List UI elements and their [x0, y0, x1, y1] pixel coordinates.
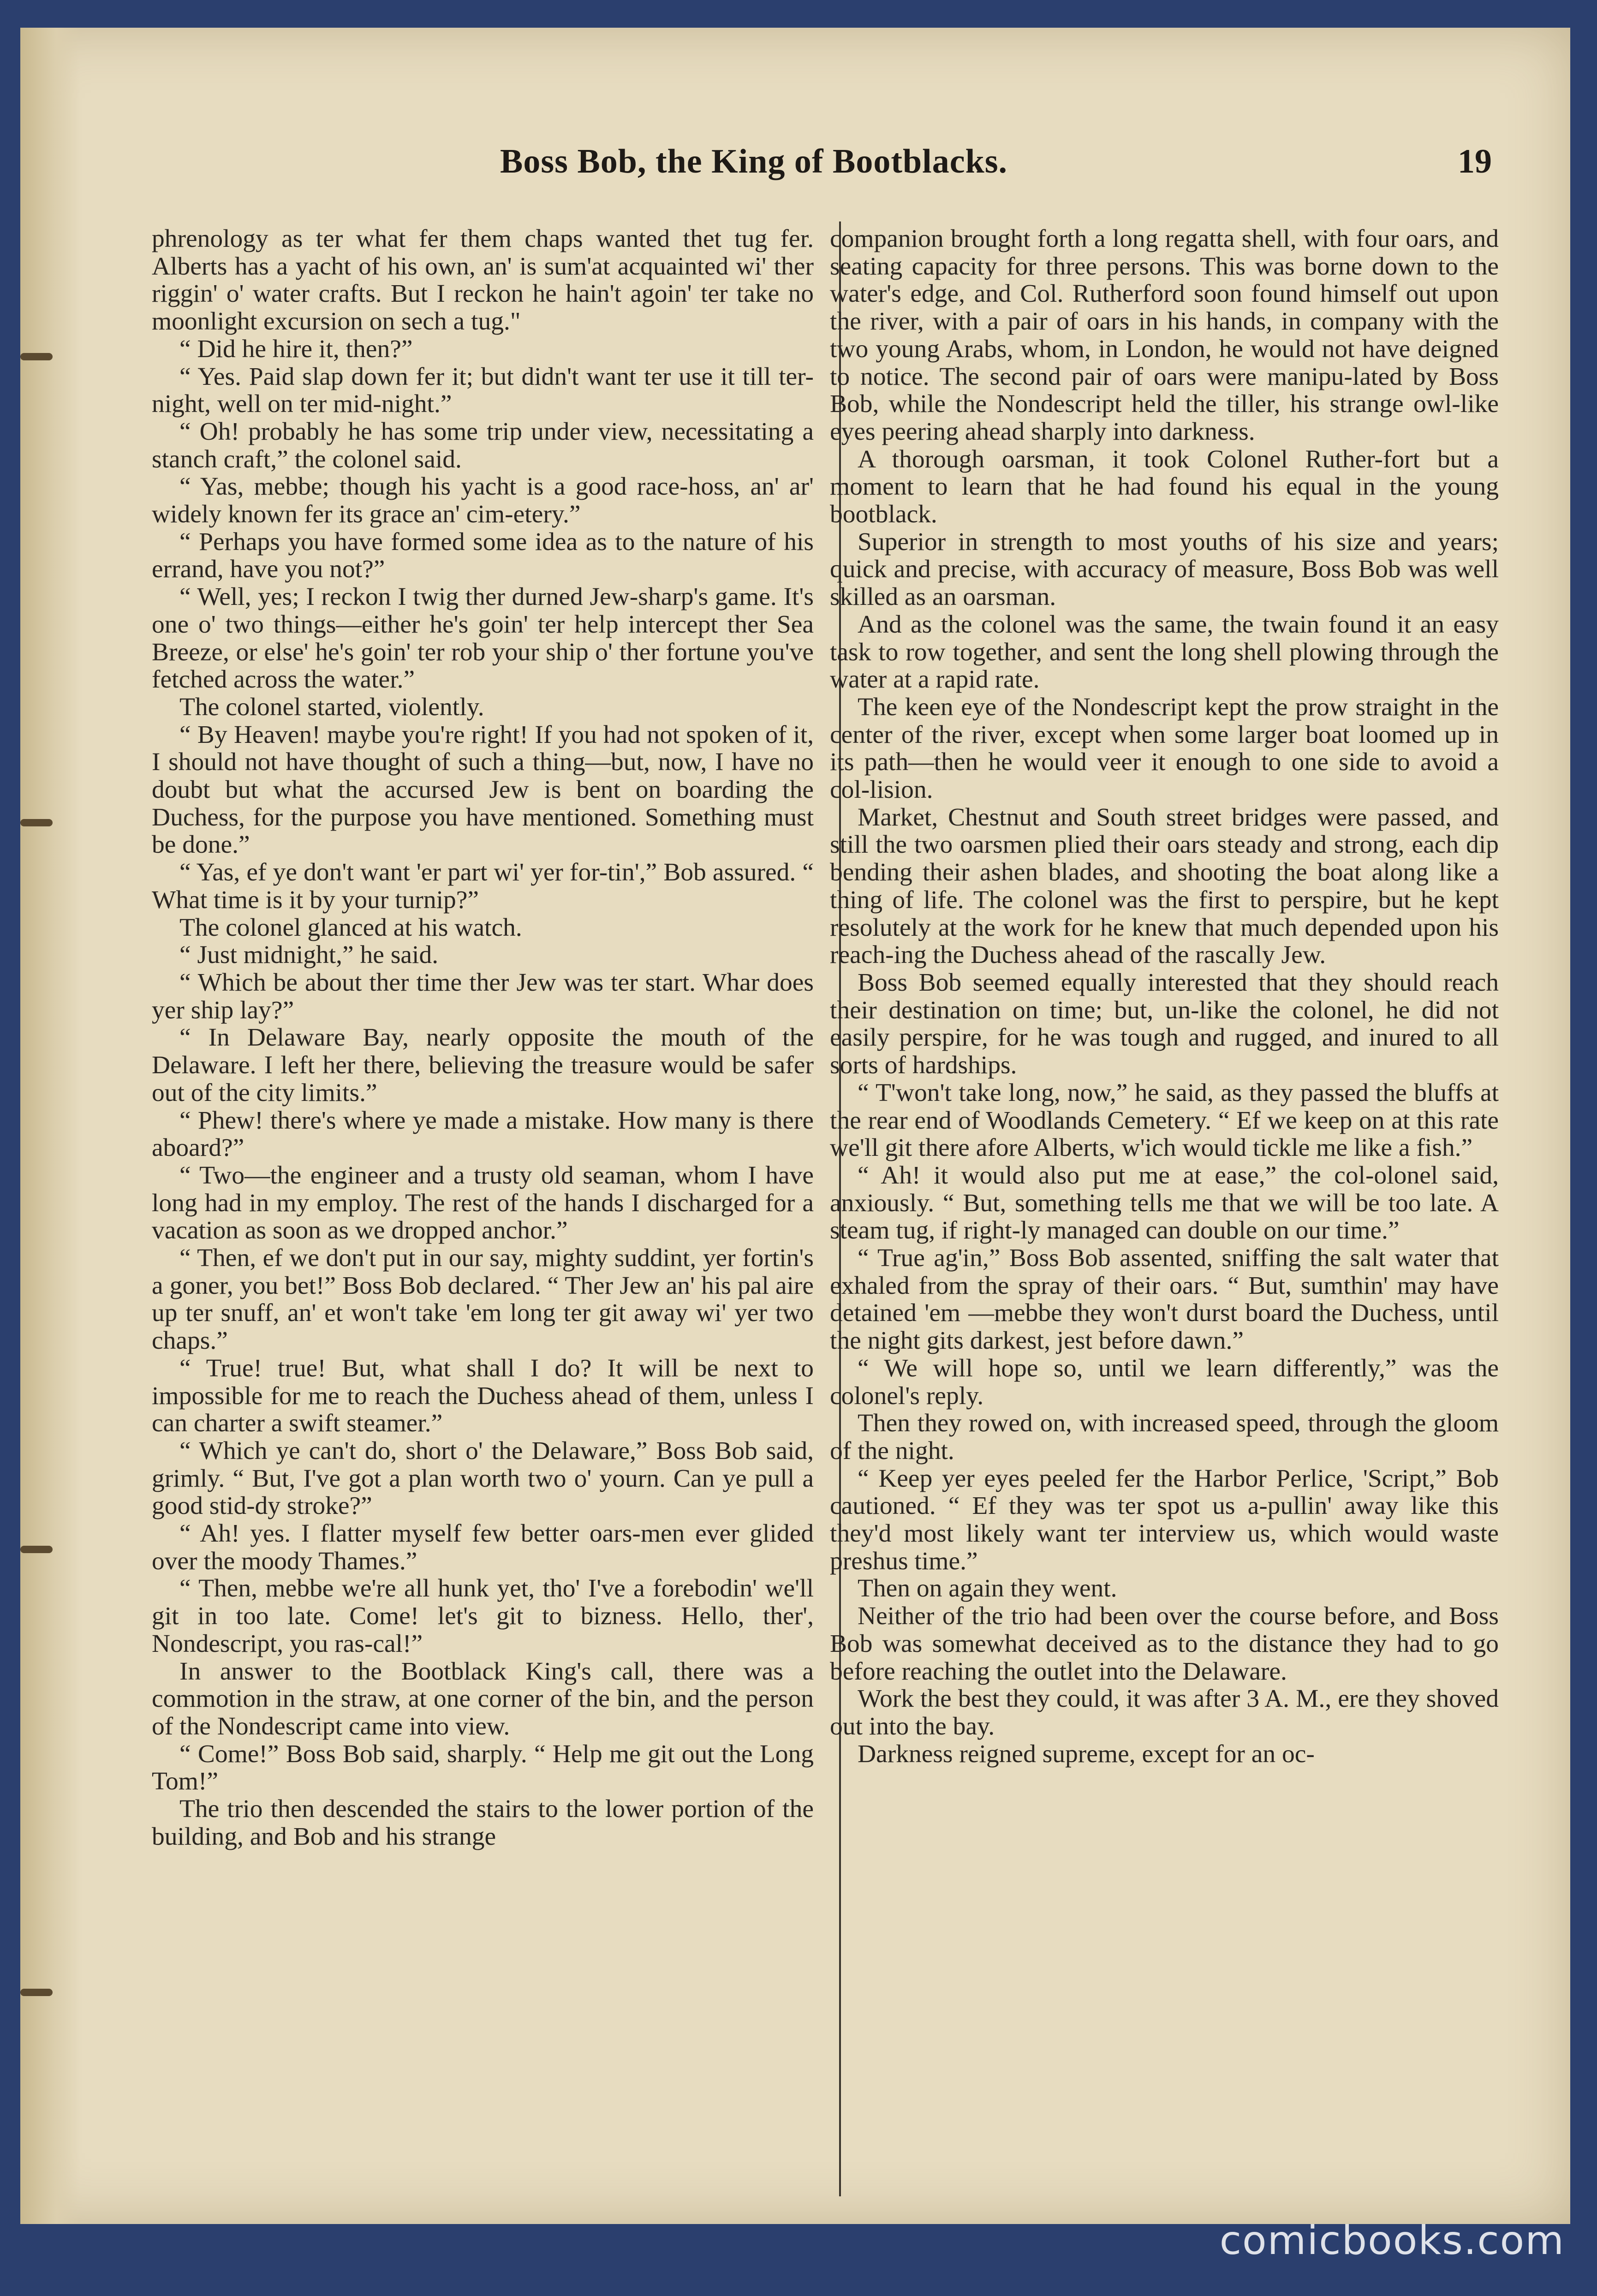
- paragraph: “ Ah! yes. I flatter myself few better oars-men ever glided over the moody Thames.”: [152, 1519, 814, 1575]
- paragraph: “ Come!” Boss Bob said, sharply. “ Help me git out the Long Tom!”: [152, 1740, 814, 1796]
- watermark-logo: comicbooks.com: [1219, 2218, 1565, 2264]
- paragraph: “ Phew! there's where ye made a mistake. How many is there aboard?”: [152, 1106, 814, 1162]
- paragraph: “ Then, mebbe we're all hunk yet, tho' I've a forebodin' we'll git in too late. Come! let's git to bizness. Hello, ther', Nondescript, you ras-cal!”: [152, 1574, 814, 1658]
- paragraph: “ True! true! But, what shall I do? It will be next to impossible for me to reach the Duchess ahead of them, unless I can charter a swift steamer.”: [152, 1354, 814, 1438]
- paragraph: “ Yas, mebbe; though his yacht is a good race-hoss, an' ar' widely known fer its grace an' cim-etery.”: [152, 472, 814, 529]
- running-header: [500, 142, 1492, 193]
- paragraph: “ Then, ef we don't put in our say, mighty suddint, yer fortin's a goner, you bet!” Boss Bob declared. “ Ther Jew an' his pal aire up ter snuff, an' et won't take 'em long ter git away wi' yer two chaps.”: [152, 1244, 814, 1355]
- paragraph: The colonel glanced at his watch.: [179, 913, 522, 942]
- paragraph: “ By Heaven! maybe you're right! If you had not spoken of it, I should not have thought of such a thing—but, now, I have no doubt but what the accursed Jew is bent on boarding the Duchess, for the purpose you have mentioned. Something must be done.”: [152, 720, 814, 859]
- paragraph: “ Ah! it would also put me at ease,” the col-olonel said, anxiously. “ But, something tells me that we will be too late. A steam tug, if right-ly managed can double on our time.”: [830, 1161, 1499, 1245]
- paragraph: Work the best they could, it was after 3 A. M., ere they shoved out into the bay.: [830, 1685, 1499, 1740]
- paragraph: “ Which ye can't do, short o' the Delaware,” Boss Bob said, grimly. “ But, I've got a plan worth two o' yourn. Can ye pull a good stid-dy stroke?”: [152, 1436, 814, 1520]
- paragraph: “ Perhaps you have formed some idea as to the nature of his errand, have you not?”: [152, 527, 814, 584]
- paragraph: Market, Chestnut and South street bridges were passed, and still the two oarsmen plied their oars steady and strong, each dip bending their ashen blades, and shooting the boat along like a thing of life. The colonel was the first to perspire, but he kept resolutely at the work for he knew that much depended upon his reach-ing the Duchess ahead of the rascally Jew.: [830, 803, 1499, 969]
- right-column: [830, 225, 1499, 1768]
- paragraph: Then they rowed on, with increased speed, through the gloom of the night.: [830, 1409, 1499, 1465]
- paragraph: Then on again they went.: [858, 1574, 1117, 1603]
- paragraph: Darkness reigned supreme, except for an oc-: [858, 1740, 1315, 1768]
- paragraph: “ Yes. Paid slap down fer it; but didn't want ter use it till ter-night, well on ter mid-night.”: [152, 362, 814, 419]
- paragraph: “ In Delaware Bay, nearly opposite the mouth of the Delaware. I left her there, believing the treasure would be safer out of the city limits.”: [152, 1023, 814, 1107]
- paragraph: companion brought forth a long regatta shell, with four oars, and seating capacity for three persons. This was borne down to the water's edge, and Col. Rutherford soon found himself out upon the river, with a pair of oars in his hands, in company with the two young Arabs, whom, in London, he would not have deigned to notice. The second pair of oars were manipu-lated by Boss Bob, while the Nondescript held the tiller, his strange owl-like eyes peering ahead sharply into darkness.: [830, 225, 1499, 446]
- binding-stitch: [20, 819, 53, 826]
- binding-stitch: [20, 1989, 53, 1996]
- paragraph: “ Keep yer eyes peeled fer the Harbor Perlice, 'Script,” Bob cautioned. “ Ef they was ter spot us a-pullin' away like this they'd most likely want ter interview us, which would waste preshus time.”: [830, 1464, 1499, 1575]
- binding-stitch: [20, 353, 53, 360]
- paragraph: “ Well, yes; I reckon I twig ther durned Jew-sharp's game. It's one o' two things—either he's goin' ter help intercept ther Sea Breeze, or else' he's goin' ter rob your ship o' ther fortune you've fetched across the water.”: [152, 583, 814, 694]
- left-column: [152, 225, 814, 1850]
- paragraph: The keen eye of the Nondescript kept the prow straight in the center of the river, except when some larger boat loomed up in its path—then he would veer it enough to one side to avoid a col-lision.: [830, 693, 1499, 804]
- running-title: Boss Bob, the King of Bootblacks.: [500, 143, 1008, 180]
- paragraph: “ We will hope so, until we learn differently,” was the colonel's reply.: [830, 1354, 1499, 1410]
- paragraph: In answer to the Bootblack King's call, there was a commotion in the straw, at one corner of the bin, and the person of the Nondescript came into view.: [152, 1657, 814, 1740]
- paragraph: Superior in strength to most youths of his size and years; quick and precise, with accuracy of measure, Boss Bob was well skilled as an oarsman.: [830, 527, 1499, 611]
- paragraph: phrenology as ter what fer them chaps wanted thet tug fer. Alberts has a yacht of his own, an' is sum'at acquainted wi' ther riggin' o' water crafts. But I reckon he hain't agoin' ter take no moonlight excursion on sech a tug.": [152, 225, 814, 336]
- paragraph: “ True ag'in,” Boss Bob assented, sniffing the salt water that exhaled from the spray of their oars. “ But, sumthin' may have detained 'em —mebbe they won't durst board the Duchess, until the night gits darkest, jest before dawn.”: [830, 1244, 1499, 1355]
- paragraph: “ Just midnight,” he said.: [179, 941, 439, 969]
- paragraph: Neither of the trio had been over the course before, and Boss Bob was somewhat deceived as to the distance they had to go before reaching the outlet into the Delaware.: [830, 1602, 1499, 1686]
- paragraph: “ T'won't take long, now,” he said, as they passed the bluffs at the rear end of Woodlands Cemetery. “ Ef we keep on at this rate we'll git there afore Alberts, w'ich would tickle me like a fish.”: [830, 1078, 1499, 1162]
- paragraph: The colonel started, violently.: [179, 693, 484, 721]
- page-number: 19: [1458, 143, 1492, 180]
- paragraph: The trio then descended the stairs to the lower portion of the building, and Bob and his strange: [152, 1795, 814, 1851]
- paragraph: “ Did he hire it, then?”: [179, 335, 413, 363]
- paragraph: A thorough oarsman, it took Colonel Ruther-fort but a moment to learn that he had found his equal in the young bootblack.: [830, 445, 1499, 529]
- paragraph: Boss Bob seemed equally interested that they should reach their destination on time; but, un-like the colonel, he did not easily perspire, for he was tough and rugged, and inured to all sorts of hardships.: [830, 968, 1499, 1080]
- paragraph: “ Which be about ther time ther Jew was ter start. Whar does yer ship lay?”: [152, 968, 814, 1024]
- paragraph: “ Yas, ef ye don't want 'er part wi' yer for-tin',” Bob assured. “ What time is it by your turnip?”: [152, 858, 814, 914]
- paragraph: And as the colonel was the same, the twain found it an easy task to row together, and sent the long shell plowing through the water at a rapid rate.: [830, 610, 1499, 694]
- paragraph: “ Oh! probably he has some trip under view, necessitating a stanch craft,” the colonel said.: [152, 417, 814, 473]
- binding-stitch: [20, 1546, 53, 1553]
- magazine-page: [20, 28, 1570, 2224]
- paragraph: “ Two—the engineer and a trusty old seaman, whom I have long had in my employ. The rest of the hands I discharged for a vacation as soon as we dropped anchor.”: [152, 1161, 814, 1245]
